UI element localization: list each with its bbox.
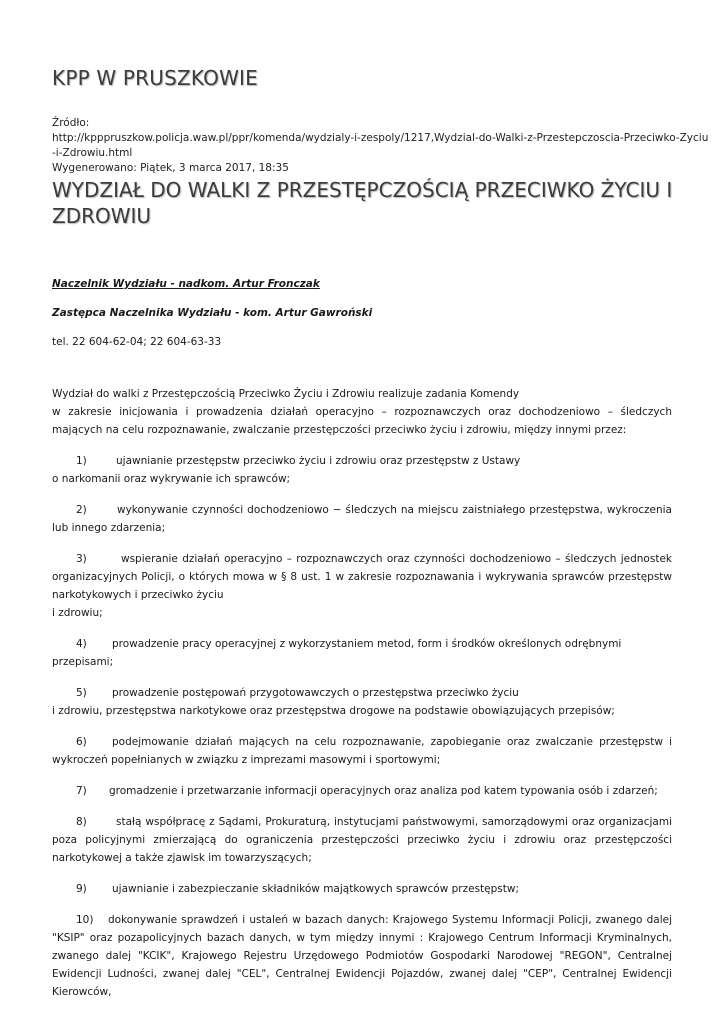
intro-line: Wydział do walki z Przestępczością Przeciwko Życiu i Zdrowiu realizuje zadania Komendy	[52, 388, 520, 400]
article-title: WYDZIAŁ DO WALKI Z PRZESTĘPCZOŚCIĄ PRZECIWKO ŻYCIU I ZDROWIU	[52, 178, 673, 228]
list-item	[52, 635, 672, 671]
item-number: 8)	[76, 816, 87, 828]
item-text: podejmowanie działań mających na celu rozpoznawanie, zapobieganie oraz zwalczanie przestępstw i wykroczeń popełnianych w związku z imprezami masowymi i sportowymi;	[52, 736, 672, 766]
source-url-line1: http://kpppruszkow.policja.waw.pl/ppr/komenda/wydzialy-i-zespoly/1217,Wydzial-do-Walki-z-Przestepczoscia-Przeciwko-Zyciu	[52, 132, 709, 144]
source-block	[52, 116, 709, 176]
list-item	[52, 501, 672, 537]
phone-numbers: tel. 22 604-62-04; 22 604-63-33	[52, 336, 222, 348]
intro-paragraph: w zakresie inicjowania i prowadzenia działań operacyjno – rozpoznawczych oraz dochodzeniowo – śledczych mających na celu rozpoznawanie, zwalczanie przestępczości przeciwko życiu i zdrowiu, między innymi przez:	[52, 406, 672, 436]
article-content	[52, 275, 672, 1001]
item-number: 1)	[76, 455, 87, 467]
item-text-continued: i zdrowiu;	[52, 607, 103, 619]
item-number: 6)	[76, 736, 87, 748]
list-item	[52, 880, 672, 898]
list-item	[52, 782, 672, 800]
item-text: prowadzenie pracy operacyjnej z wykorzystaniem metod, form i środków określonych odrębnymi przepisami;	[52, 638, 622, 668]
site-title: KPP W PRUSZKOWIE	[52, 66, 258, 90]
item-text: prowadzenie postępowań przygotowawczych o przestępstwa przeciwko życiu	[112, 687, 519, 699]
item-number: 5)	[76, 687, 87, 699]
head-of-department: Naczelnik Wydziału - nadkom. Artur Fronczak	[52, 278, 320, 290]
item-text: wykonywanie czynności dochodzeniowo − śledczych na miejscu zaistniałego przestępstwa, wykroczenia lub innego zdarzenia;	[52, 504, 672, 534]
generated-date: Wygenerowano: Piątek, 3 marca 2017, 18:35	[52, 162, 289, 174]
source-label: Źródło:	[52, 117, 90, 129]
list-item	[52, 813, 672, 867]
item-text: ujawnianie i zabezpieczanie składników majątkowych sprawców przestępstw;	[112, 883, 520, 895]
source-url-continued: -i-Zdrowiu.html	[52, 147, 133, 159]
item-text: gromadzenie i przetwarzanie informacji operacyjnych oraz analiza pod katem typowania osób i zdarzeń;	[109, 785, 658, 797]
source-url[interactable]	[52, 131, 709, 146]
item-text-continued: o narkomanii oraz wykrywanie ich sprawców;	[52, 473, 291, 485]
list-item	[52, 684, 672, 720]
item-number: 7)	[76, 785, 87, 797]
item-text-continued: i zdrowiu, przestępstwa narkotykowe oraz przestępstwa drogowe na podstawie obowiązujących przepisów;	[52, 705, 615, 717]
item-number: 3)	[76, 553, 87, 565]
list-item	[52, 550, 672, 622]
list-item	[52, 911, 672, 1001]
item-number: 4)	[76, 638, 87, 650]
deputy-head: Zastępca Naczelnika Wydziału - kom. Artur Gawroński	[52, 307, 373, 319]
item-text: ujawnianie przestępstw przeciwko życiu i zdrowiu oraz przestępstw z Ustawy	[116, 455, 521, 467]
item-number: 2)	[76, 504, 87, 516]
item-text: stałą współpracę z Sądami, Prokuraturą, instytucjami państwowymi, samorządowymi oraz organizacjami poza policyjnymi zmierzającą do ograniczenia przestępczości przeciwko życiu i zdrowiu oraz przestępczości narkotykowej a także zjawisk im towarzyszących;	[52, 816, 672, 864]
item-text: dokonywanie sprawdzeń i ustaleń w bazach danych: Krajowego Systemu Informacji Policji, zwanego dalej "KSIP" oraz pozapolicyjnych bazach danych, w tym między innymi : Krajowego Centrum Informacji Kryminalnych, zwanego dalej "KCIK", Krajowego Rejestru Urzędowego Podmiotów Gospodarki Narodowej "REGON", Centralnej Ewidencji Ludności, zwanej dalej "CEL", Centralnej Ewidencji Pojazdów, zwanej dalej "CEP", Centralnej Ewidencji Kierowców,	[52, 914, 672, 998]
item-number: 9)	[76, 883, 87, 895]
list-item	[52, 733, 672, 769]
item-text: wspieranie działań operacyjno – rozpoznawczych oraz czynności dochodzeniowo – śledczych jednostek organizacyjnych Policji, o których mowa w § 8 ust. 1 w zakresie rozpoznawania i wykrywania sprawców przestępstw narkotykowych i przeciwko życiu	[52, 553, 672, 601]
item-number: 10)	[76, 914, 94, 926]
list-item	[52, 452, 672, 488]
